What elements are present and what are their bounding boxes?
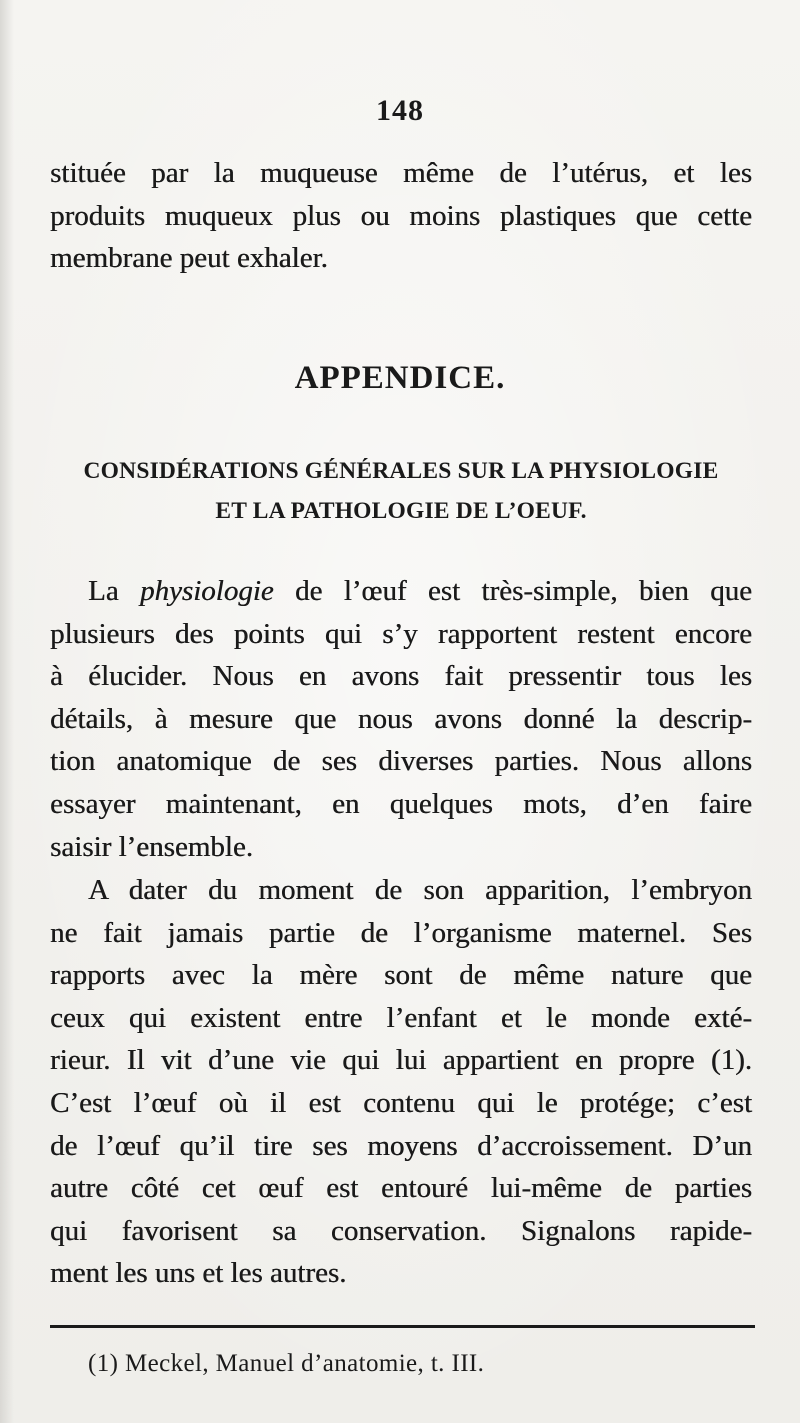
text-line: membrane peut exhaler.	[50, 242, 328, 275]
text-line: tion anatomique de ses diverses parties. Nous allons	[50, 745, 752, 778]
text-line: rapports avec la mère sont de même nature que	[50, 959, 752, 992]
text-line: détails, à mesure que nous avons donné la descrip-	[50, 702, 752, 735]
text-line: ceux qui existent entre l’enfant et le monde exté-	[50, 1001, 752, 1034]
text-line	[50, 570, 752, 613]
text-line: produits muqueux plus ou moins plastiques que cette	[50, 199, 752, 232]
paragraph-lead: La	[88, 575, 140, 607]
page-gutter-shadow	[0, 0, 14, 1423]
text-line: plusieurs des points qui s’y rapportent restent encore	[50, 617, 752, 650]
text-line: stituée par la muqueuse même de l’utérus, et les	[50, 157, 752, 189]
section-title: APPENDICE.	[294, 360, 506, 396]
text-line: rieur. Il vit d’une vie qui lui appartient en propre (1).	[50, 1044, 752, 1077]
text-line: ne fait jamais partie de l’organisme maternel. Ses	[50, 916, 752, 949]
text-line: autre côté cet œuf est entouré lui-même de parties	[50, 1172, 752, 1205]
text-line: C’est l’œuf où il est contenu qui le protége; c’est	[50, 1086, 752, 1119]
paragraph-lead-rest: de l’œuf est très-simple, bien que	[273, 575, 752, 607]
text-line: de l’œuf qu’il tire ses moyens d’accroissement. D’un	[50, 1129, 752, 1162]
text-line: à élucider. Nous en avons fait pressentir tous les	[50, 660, 752, 693]
footnote: (1) Meckel, Manuel d’anatomie, t. III.	[88, 1350, 485, 1377]
text-line: qui favorisent sa conservation. Signalons rapide-	[50, 1214, 752, 1247]
page-number: 148	[376, 94, 424, 127]
subsection-title-line-2: ET LA PATHOLOGIE DE L’OEUF.	[215, 498, 587, 524]
paragraph-embryo	[50, 869, 752, 1295]
subsection-title-line-1: CONSIDÉRATIONS GÉNÉRALES SUR LA PHYSIOLOGIE	[83, 458, 719, 484]
continuation-paragraph	[50, 152, 752, 280]
footnote-divider	[50, 1325, 755, 1328]
text-line: essayer maintenant, en quelques mots, d’en faire	[50, 787, 752, 820]
italic-term: physiologie	[139, 575, 274, 607]
text-line: ment les uns et les autres.	[50, 1257, 347, 1290]
text-line: saisir l’ensemble.	[50, 830, 253, 863]
text-line: A dater du moment de son apparition, l’embryon	[88, 874, 752, 906]
paragraph-physiology	[50, 570, 752, 868]
